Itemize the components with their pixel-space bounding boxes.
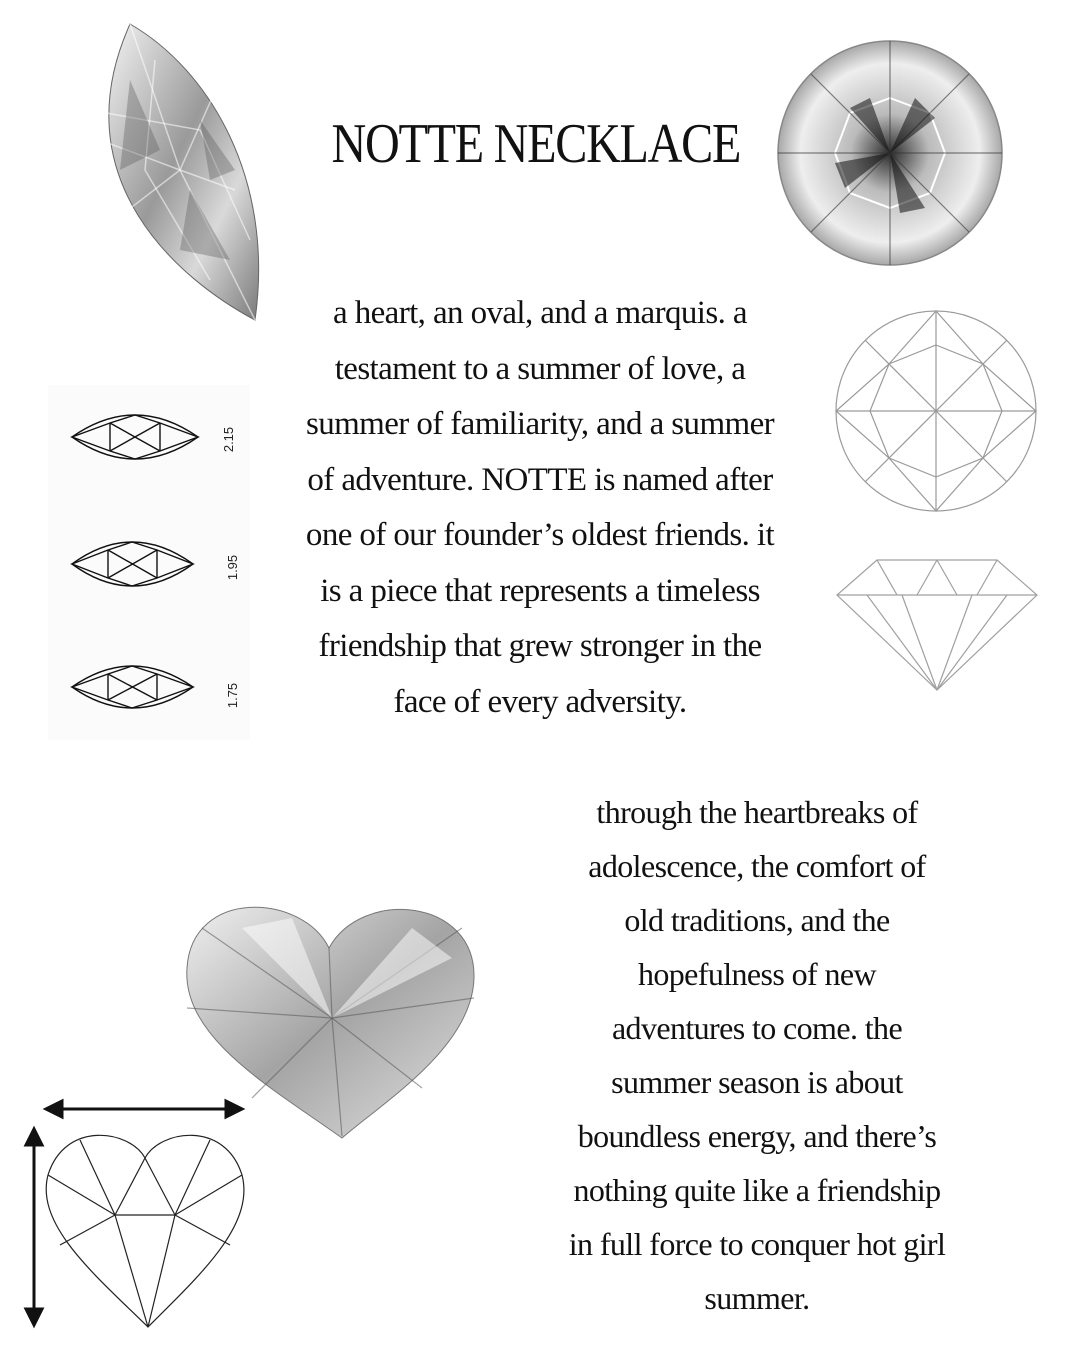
story-line: through the heartbreaks of <box>596 794 918 830</box>
marquise-size-label: 2.15 <box>221 426 237 453</box>
story-line: hopefulness of new <box>637 956 877 992</box>
round-diamond-image <box>775 38 1005 268</box>
story-line: old traditions, and the <box>624 902 890 938</box>
intro-line: summer of familiarity, and a summer <box>305 406 775 442</box>
marquise-outline-icon <box>70 532 195 597</box>
intro-line: is a piece that represents a timeless <box>320 572 760 609</box>
intro-line: friendship that grew stronger in the <box>318 628 762 664</box>
intro-line: one of our founder’s oldest friends. it <box>305 517 775 553</box>
page-title: NOTTE NECKLACE <box>331 113 741 175</box>
intro-line: face of every adversity. <box>393 683 687 720</box>
story-line: adventures to come. the <box>611 1010 903 1046</box>
marquise-diamond-image <box>60 20 265 340</box>
round-diamond-top-sketch <box>830 305 1042 517</box>
story-line: in full force to conquer hot girl <box>568 1226 946 1262</box>
story-line: summer season is about <box>611 1064 903 1100</box>
marquise-outline-icon <box>70 655 195 720</box>
story-paragraph <box>562 785 952 1325</box>
round-diamond-side-sketch <box>832 540 1042 700</box>
story-line: boundless energy, and there’s <box>577 1118 937 1154</box>
story-line: adolescence, the comfort of <box>588 848 926 884</box>
marquise-outline-icon <box>70 405 200 470</box>
intro-line: of adventure. NOTTE is named after <box>307 461 773 498</box>
intro-line: testament to a summer of love, a <box>334 350 746 387</box>
story-line: nothing quite like a friendship <box>573 1172 941 1208</box>
heart-outline-diagram <box>20 1095 275 1335</box>
story-line: summer. <box>704 1280 810 1316</box>
marquise-size-label: 1.75 <box>225 682 241 709</box>
marquise-size-label: 1.95 <box>225 554 241 581</box>
intro-line: a heart, an oval, and a marquis. a <box>333 295 747 331</box>
intro-paragraph <box>282 286 798 730</box>
